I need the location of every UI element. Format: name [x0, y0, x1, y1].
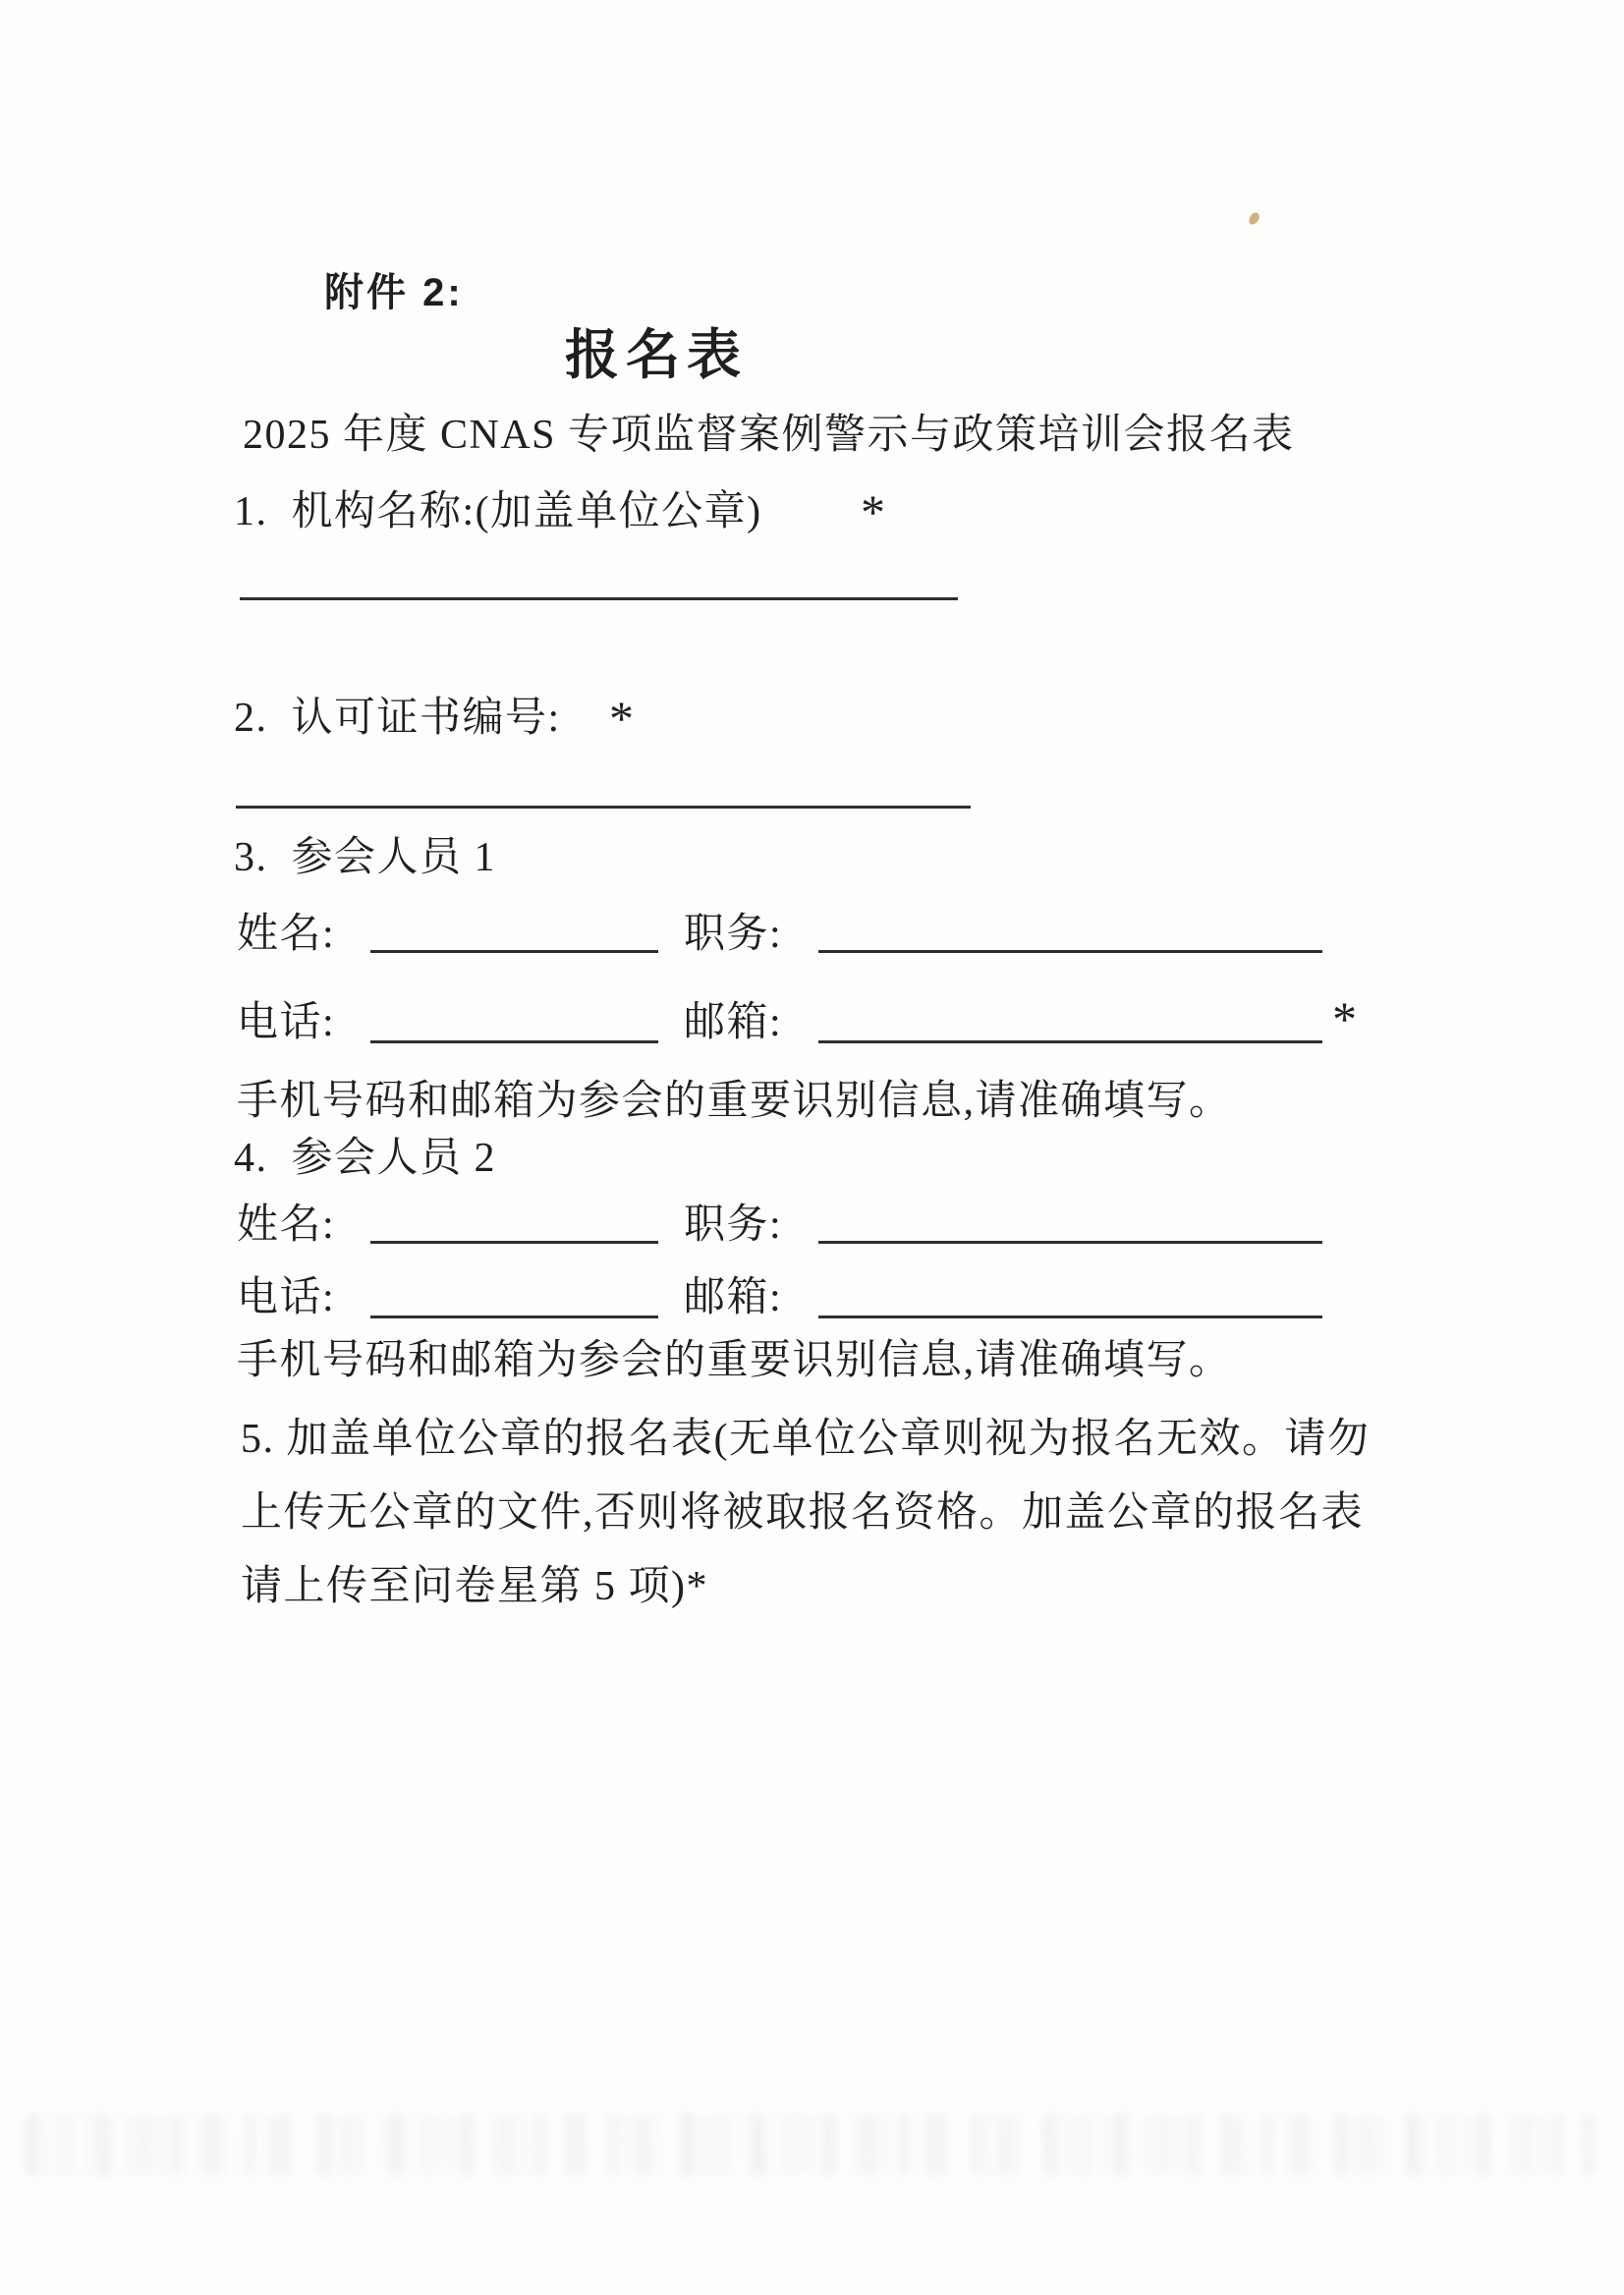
participant1-heading: 3. 参会人员 1 [234, 835, 497, 880]
participant1-name-label: 姓名: [237, 912, 336, 957]
participant2-heading: 4. 参会人员 2 [234, 1136, 497, 1181]
participant2-title-label: 职务: [684, 1203, 783, 1248]
stamp-instruction-line-1: 5. 加盖单位公章的报名表(无单位公章则视为报名无效。请勿 [241, 1417, 1371, 1462]
participant2-title-field [818, 1204, 1322, 1244]
participant1-email-label: 邮箱: [684, 1000, 783, 1045]
certificate-number-blank-field [236, 769, 971, 809]
item1-required-asterisk: * [861, 484, 885, 539]
participant1-email-field [818, 1004, 1322, 1043]
form-subtitle: 2025 年度 CNAS 专项监督案例警示与政策培训会报名表 [243, 413, 1295, 458]
stamp-instruction-line-3: 请上传至问卷星第 5 项)* [241, 1564, 708, 1609]
scan-artifact-speck [1248, 211, 1261, 227]
participant1-name-field [370, 914, 658, 953]
participant2-phone-label: 电话: [237, 1275, 336, 1320]
participant2-email-field [818, 1279, 1322, 1318]
item2-certificate-label: 2. 认可证书编号: [234, 696, 561, 741]
page-title: 报名表 [565, 324, 749, 385]
participant1-required-asterisk: * [1332, 991, 1357, 1046]
participant2-note: 手机号码和邮箱为参会的重要识别信息,请准确填写。 [237, 1338, 1232, 1383]
stamp-instruction-line-2: 上传无公章的文件,否则将被取报名资格。加盖公章的报名表 [241, 1490, 1365, 1536]
participant2-name-field [370, 1204, 658, 1244]
participant1-title-label: 职务: [684, 912, 783, 957]
institution-name-blank-field [240, 561, 958, 600]
attachment-label: 附件 2: [324, 271, 464, 314]
participant1-phone-field [370, 1004, 658, 1043]
item1-institution-label: 1. 机构名称:(加盖单位公章) [234, 489, 762, 534]
participant2-phone-field [370, 1279, 658, 1318]
participant1-title-field [818, 914, 1322, 953]
item2-required-asterisk: * [609, 691, 634, 746]
participant1-phone-label: 电话: [237, 1000, 336, 1045]
scan-artifact-band [25, 2114, 1596, 2175]
participant1-note: 手机号码和邮箱为参会的重要识别信息,请准确填写。 [237, 1079, 1232, 1124]
participant2-email-label: 邮箱: [684, 1275, 783, 1320]
participant2-name-label: 姓名: [237, 1203, 336, 1248]
